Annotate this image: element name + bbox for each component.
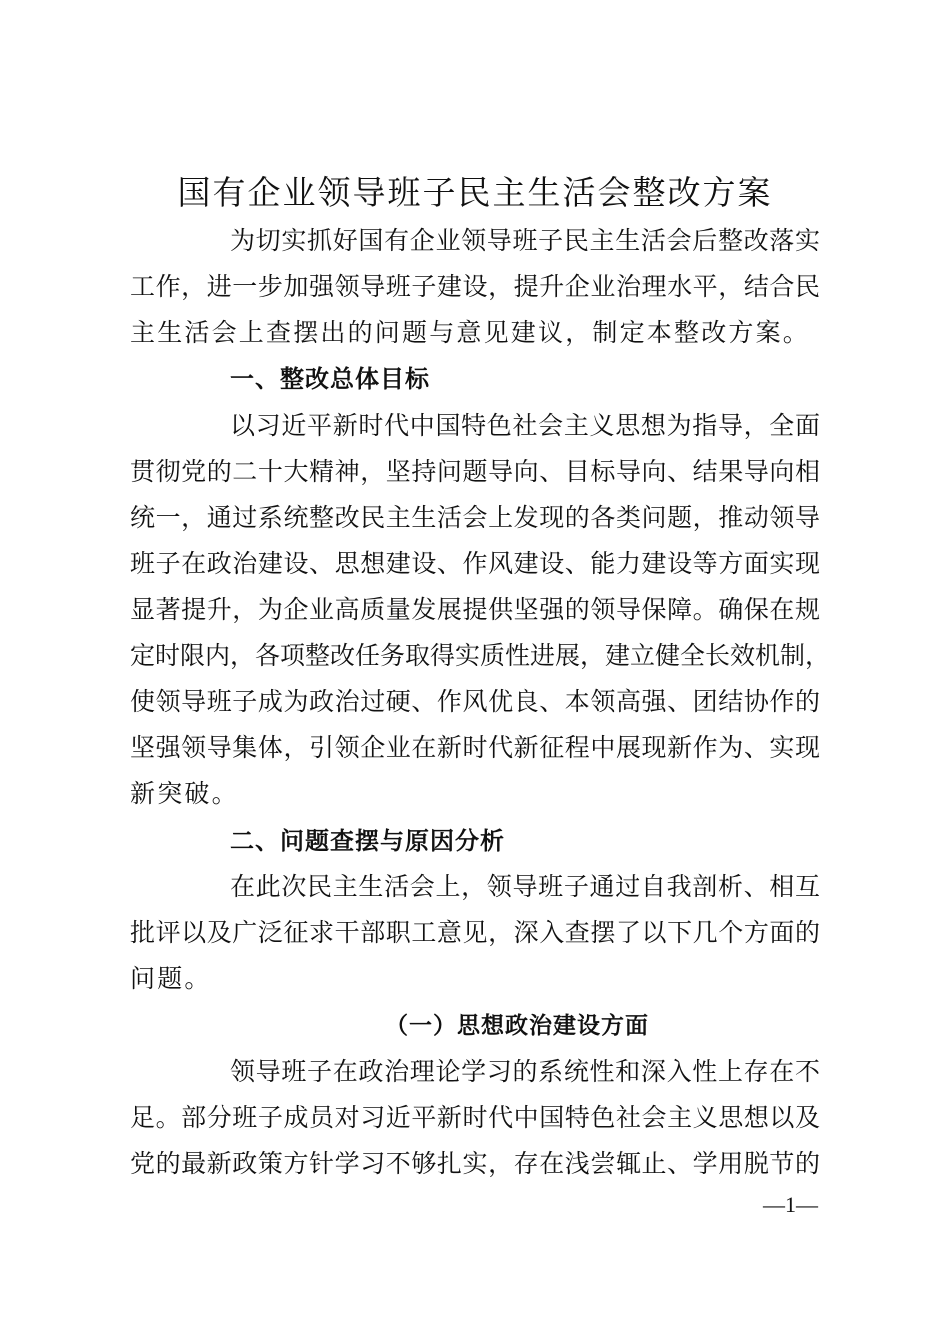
paragraph-line: 贯彻党的二十大精神，坚持问题导向、目标导向、结果导向相	[130, 457, 820, 486]
paragraph-line: 统一，通过系统整改民主生活会上发现的各类问题，推动领导	[130, 503, 820, 532]
section-heading-2: 二、问题查摆与原因分析	[230, 827, 505, 855]
paragraph-line: 以习近平新时代中国特色社会主义思想为指导，全面	[230, 411, 820, 440]
paragraph-line: 工作，进一步加强领导班子建设，提升企业治理水平，结合民	[130, 272, 820, 301]
paragraph-line: 主生活会上查摆出的问题与意见建议，制定本整改方案。	[130, 318, 811, 347]
paragraph-line: 批评以及广泛征求干部职工意见，深入查摆了以下几个方面的	[130, 918, 820, 947]
page-number: —1—	[763, 1192, 818, 1217]
subsection-heading: （一）思想政治建设方面	[385, 1012, 649, 1039]
paragraph-line: 领导班子在政治理论学习的系统性和深入性上存在不	[230, 1057, 820, 1086]
paragraph-line: 在此次民主生活会上，领导班子通过自我剖析、相互	[230, 872, 820, 901]
paragraph-line: 定时限内，各项整改任务取得实质性进展，建立健全长效机制，	[130, 641, 831, 670]
paragraph-line: 坚强领导集体，引领企业在新时代新征程中展现新作为、实现	[130, 733, 820, 762]
paragraph-line: 为切实抓好国有企业领导班子民主生活会后整改落实	[230, 226, 820, 255]
document-title: 国有企业领导班子民主生活会整改方案	[177, 173, 773, 212]
paragraph-line: 党的最新政策方针学习不够扎实，存在浅尝辄止、学用脱节的	[130, 1149, 820, 1178]
paragraph-line: 足。部分班子成员对习近平新时代中国特色社会主义思想以及	[130, 1103, 820, 1132]
section-heading-1: 一、整改总体目标	[230, 365, 430, 393]
paragraph-line: 班子在政治建设、思想建设、作风建设、能力建设等方面实现	[130, 549, 820, 578]
paragraph-line: 新突破。	[130, 779, 239, 808]
paragraph-line: 使领导班子成为政治过硬、作风优良、本领高强、团结协作的	[130, 687, 820, 716]
paragraph-line: 显著提升，为企业高质量发展提供坚强的领导保障。确保在规	[130, 595, 820, 624]
paragraph-line: 问题。	[130, 964, 212, 993]
